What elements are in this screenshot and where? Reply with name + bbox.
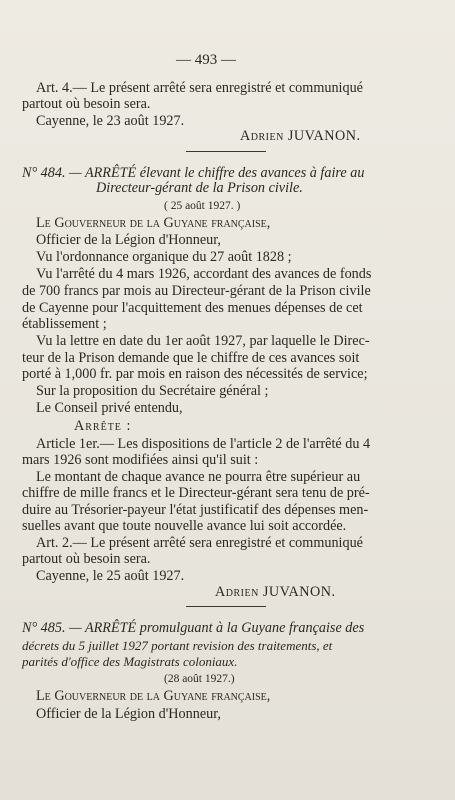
text-line: Article 1er.— Les dispositions de l'article 2 de l'arrêté du 4 [36,436,371,452]
text-line: Vu la lettre en date du 1er août 1927, par laquelle le Direc- [36,333,370,349]
text-line: Le Conseil privé entendu, [36,400,183,416]
art4-line: Art. 4.— Le présent arrêté sera enregistré et communiqué [36,80,363,96]
date-line: Cayenne, le 25 août 1927. [36,568,185,584]
text-line: porté à 1,000 fr. par mois en raison des nécessités de service; [22,366,368,382]
text-line: Art. 2.— Le présent arrêté sera enregistré et communiqué [36,535,363,551]
arrete-heading: Arrête : [74,418,132,434]
text-line: Officier de la Légion d'Honneur, [36,232,221,248]
text-line: Le Gouverneur de la Guyane française, [36,688,271,704]
text-line: Vu l'arrêté du 4 mars 1926, accordant des avances de fonds [36,266,372,282]
arrete-485-date: (28 août 1927.) [164,673,235,685]
arrete-484-date: ( 25 août 1927. ) [164,200,241,212]
signature: Adrien JUVANON. [215,584,336,600]
text-line: Officier de la Légion d'Honneur, [36,706,221,722]
text-line: partout où besoin sera. [22,551,151,567]
text-line: teur de la Prison demande que le chiffre de ces avances soit [22,350,360,366]
arrete-484-heading-2: Directeur-gérant de la Prison civile. [96,180,303,196]
arrete-485-heading-2: décrets du 5 juillet 1927 portant revision des traitements, et [22,638,333,653]
section-divider [186,606,266,607]
text-line: mars 1926 sont modifiées ainsi qu'il suit : [22,452,259,468]
text-line: Vu l'ordonnance organique du 27 août 1828 ; [36,249,292,265]
section-divider [186,151,266,152]
text-line: chiffre de mille francs et le Directeur-gérant sera tenu de pré- [22,485,370,501]
text-line: Le Gouverneur de la Guyane française, [36,215,271,231]
text-line: duire au Trésorier-payeur l'état justificatif des dépenses men- [22,502,369,518]
arrete-485-heading: N° 485. — ARRÊTÉ promulguant à la Guyane française des [22,620,365,636]
text-line: suelles avant que toute nouvelle avance lui soit accordée. [22,518,347,534]
page-number: — 493 — [176,52,236,68]
arrete-484-heading: N° 484. — ARRÊTÉ élevant le chiffre des avances à faire au [22,165,365,181]
art4-line-2: partout où besoin sera. [22,96,151,112]
text-line: établissement ; [22,316,107,332]
text-line: de 700 francs par mois au Directeur-gérant de la Prison civile [22,283,371,299]
arrete-485-heading-3: parités d'office des Magistrats coloniaux. [22,654,238,669]
signature: Adrien JUVANON. [240,128,361,144]
date-line: Cayenne, le 23 août 1927. [36,113,185,129]
text-line: de Cayenne pour l'acquittement des menues dépenses de cet [22,300,363,316]
text-line: Le montant de chaque avance ne pourra être supérieur au [36,469,361,485]
text-line: Sur la proposition du Secrétaire général ; [36,383,269,399]
